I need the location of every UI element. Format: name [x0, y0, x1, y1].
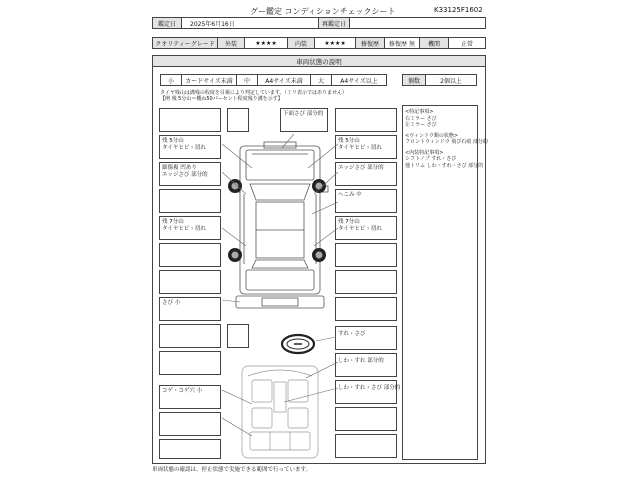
note-box-l5 [159, 216, 221, 240]
note-box-r12 [335, 407, 397, 431]
reappraisal-date-value [349, 17, 486, 29]
note-box-l12 [159, 412, 221, 436]
sheet-id: K33125F1602 [434, 6, 483, 14]
right-mirror-note: 右ミラー さび [405, 115, 437, 122]
note-box-r5 [335, 216, 397, 240]
repair-history-value: 修復歴 無 [384, 37, 420, 49]
left-rear-tire-crack: タイヤヒビ・切れ [162, 226, 206, 232]
right-front-edge-rust: エッジさび 部分的 [338, 165, 384, 171]
reappraisal-date-label: 再鑑定日 [318, 17, 350, 29]
appraisal-date-value: 2025年6月16日 [181, 17, 319, 29]
note-box-r3 [335, 162, 397, 186]
shift-knob-note: シフトノブ すれ・さび [405, 156, 457, 162]
left-front-tire-crack: タイヤヒビ・切れ [162, 145, 206, 151]
left-front-scratch: 細傷複 凹あり [162, 165, 197, 171]
note-box-l11 [159, 385, 221, 409]
steering-pointer [316, 335, 336, 345]
trim-note: 他トリム しわ・すれ・さび 部分的 [405, 162, 484, 169]
windshield-note: フロントウィンドウ 飛び石痕 部分的 [405, 139, 488, 145]
engine-label: 機関 [419, 37, 449, 49]
interior-heading: <内装特記事項> [405, 149, 444, 156]
engine-value: 正常 [448, 37, 486, 49]
steering-wear-note: すれ・さび [338, 331, 366, 337]
left-front-tire-tread: 残 5分山 [162, 138, 184, 144]
window-heading: <ウィンドウ類の状態> [405, 132, 459, 139]
interior-wear-rust-note: しわ・すれ・さび 部分的 [338, 385, 401, 391]
left-mirror-note: 左ミラー さび [405, 122, 437, 128]
note-box-r7 [335, 270, 397, 294]
note-box-l1 [159, 108, 221, 132]
size-large: 大 [310, 74, 332, 86]
appraisal-date-label: 鑑定日 [152, 17, 182, 29]
size-medium-desc: A4サイズ未満 [257, 74, 311, 86]
note-box-r2 [335, 135, 397, 159]
special-notes-heading: <特記事項> [405, 109, 434, 115]
steering-wheel-icon [280, 333, 316, 355]
right-front-tire-crack: タイヤヒビ・切れ [338, 145, 382, 151]
note-box-r9 [335, 326, 397, 350]
right-rear-tire-tread: 残 7分山 [338, 219, 360, 225]
note-box-l7 [159, 270, 221, 294]
note-box-l2 [159, 135, 221, 159]
exterior-label: 外装 [217, 37, 245, 49]
interior-burn-note: コゲ・コゲ穴 小 [162, 388, 203, 394]
underbody-rust-note: 下面さび 部分的 [283, 111, 324, 117]
note-box-l8 [159, 297, 221, 321]
note-box-l4 [159, 189, 221, 213]
quality-grade-label: クオリティーグレード [152, 37, 218, 49]
note-box-r6 [335, 243, 397, 267]
count-label: 個数 [402, 74, 426, 86]
car-diagram-interior [222, 362, 338, 462]
interior-label: 内装 [287, 37, 315, 49]
size-small-desc: カードサイズ未満 [181, 74, 237, 86]
note-box-r1 [335, 108, 397, 132]
size-large-desc: A4サイズ以上 [331, 74, 387, 86]
note-box-top-center [280, 108, 328, 132]
size-small: 小 [160, 74, 182, 86]
size-medium: 中 [236, 74, 258, 86]
tire-note-2: 【例 残 5分山＝概ね50パーセント程度残り溝を示す】 [160, 96, 283, 102]
interior-stars: ★★★★ [314, 37, 356, 49]
note-box-r13 [335, 434, 397, 458]
note-box-r11 [335, 380, 401, 404]
car-diagram-exterior [222, 134, 338, 314]
tire-note-1: タイヤ残山は溝残の程度を目視により判定しています。（ミリ表示ではありません） [160, 90, 348, 96]
note-box-r4 [335, 189, 397, 213]
special-notes-text [405, 109, 488, 169]
right-dent-note: へこみ 中 [338, 192, 362, 198]
exterior-stars: ★★★★ [244, 37, 288, 49]
footer-note: 車両状態の確認は、停止状態で実施できる範囲で行っています。 [152, 467, 312, 473]
note-box-l6 [159, 243, 221, 267]
note-box-il2 [227, 324, 249, 348]
note-box-l10 [159, 351, 221, 375]
repair-history-label: 修復歴 [355, 37, 385, 49]
note-box-l3 [159, 162, 221, 186]
note-box-r10 [335, 353, 397, 377]
right-front-tire-tread: 残 5分山 [338, 138, 360, 144]
note-box-l9 [159, 324, 221, 348]
left-lower-rust: さび 小 [162, 300, 181, 306]
interior-wrinkle-note: しわ・すれ 部分的 [338, 358, 384, 364]
sheet-title: グー鑑定 コンディションチェックシート [250, 7, 396, 16]
right-rear-tire-crack: タイヤヒビ・切れ [338, 226, 382, 232]
section-title: 車両状態の説明 [152, 55, 486, 67]
note-box-l13 [159, 439, 221, 459]
note-box-r8 [335, 297, 397, 321]
count-value: 2個以上 [425, 74, 477, 86]
left-front-edge-rust: エッジさび 部分的 [162, 172, 208, 178]
note-box-il1 [227, 108, 249, 132]
left-rear-tire-tread: 残 7分山 [162, 219, 184, 225]
